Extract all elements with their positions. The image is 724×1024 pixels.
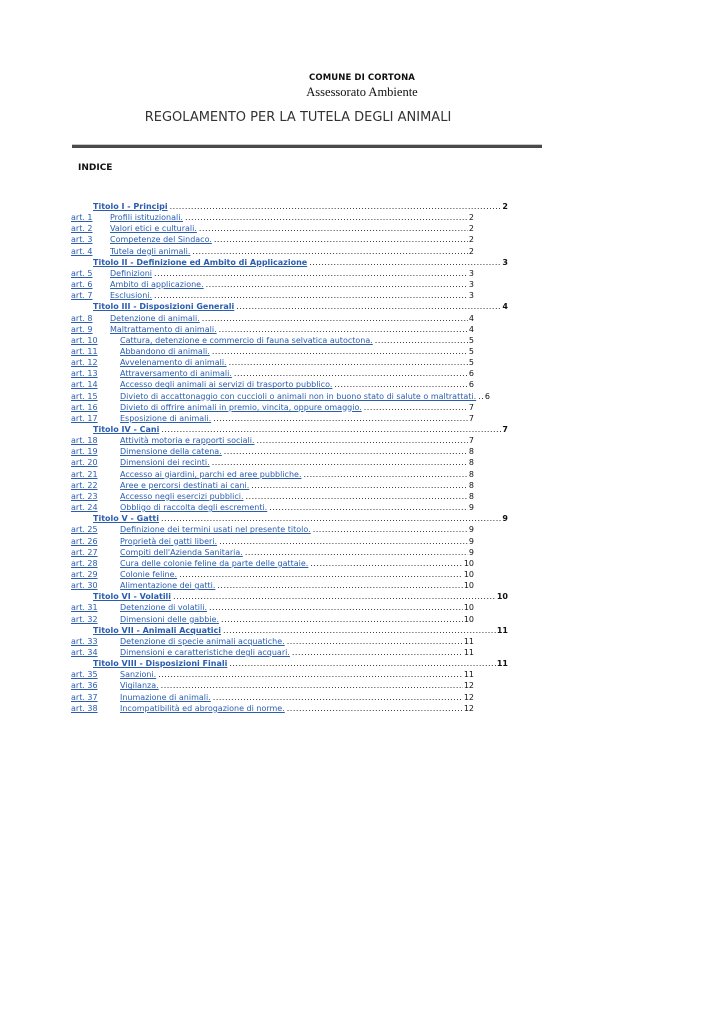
toc-article-row xyxy=(0,647,724,658)
toc-page-number: 4 xyxy=(468,313,474,323)
toc-titolo-link[interactable]: Titolo VIII - Disposizioni Finali xyxy=(93,659,228,669)
toc-article-row xyxy=(0,368,724,379)
toc-article-title-link[interactable]: Detenzione di volatili. xyxy=(120,603,208,613)
toc-article-row xyxy=(0,469,724,480)
toc-article-row xyxy=(0,536,724,547)
toc-dot-leader xyxy=(257,435,468,446)
toc-titolo-link[interactable]: Titolo I - Principi xyxy=(93,202,168,211)
toc-article-row xyxy=(0,669,724,680)
toc-article-number-link[interactable]: art. 5 xyxy=(71,268,93,278)
comune-heading: COMUNE DI CORTONA xyxy=(309,73,415,83)
toc-page-number: 10 xyxy=(463,614,474,624)
toc-page-number: 7 xyxy=(468,402,474,412)
toc-article-title-link[interactable]: Dimensioni dei recinti. xyxy=(120,458,210,468)
toc-article-row xyxy=(0,268,724,279)
toc-article-title-link[interactable]: Competenze del Sindaco. xyxy=(110,235,212,245)
toc-dot-leader xyxy=(229,658,496,669)
toc-dot-leader xyxy=(192,246,467,257)
toc-page-number: 12 xyxy=(463,692,474,702)
toc-page-number: 10 xyxy=(463,581,474,591)
toc-article-title-link[interactable]: Vigilanza. xyxy=(120,681,159,691)
toc-article-number-link[interactable]: art. 33 xyxy=(71,636,98,646)
toc-article-title-link[interactable]: Incompatibilità ed abrogazione di norme. xyxy=(120,703,285,713)
toc-article-number-link[interactable]: art. 7 xyxy=(71,291,93,301)
toc-article-number-link[interactable]: art. 1 xyxy=(71,213,93,223)
toc-dot-leader xyxy=(221,614,463,625)
toc-dot-leader xyxy=(212,457,468,468)
toc-titolo-link[interactable]: Titolo VI - Volatili xyxy=(93,592,172,602)
toc-article-number-link[interactable]: art. 4 xyxy=(71,246,93,256)
toc-article-row xyxy=(0,614,724,625)
toc-article-row xyxy=(0,391,724,402)
toc-article-title-link[interactable]: Esposizione di animali. xyxy=(120,413,212,423)
toc-article-row xyxy=(0,569,724,580)
toc-page-number: 12 xyxy=(463,681,474,691)
toc-dot-leader xyxy=(161,680,463,691)
toc-titolo-link[interactable]: Titolo IV - Cani xyxy=(93,425,160,434)
toc-article-row xyxy=(0,580,724,591)
toc-page-number: 12 xyxy=(463,703,474,713)
toc-article-row xyxy=(0,346,724,357)
toc-article-number-link[interactable]: art. 18 xyxy=(71,436,98,446)
toc-article-number-link[interactable]: art. 29 xyxy=(71,569,98,579)
toc-article-row xyxy=(0,636,724,647)
toc-article-row xyxy=(0,703,724,714)
toc-article-title-link[interactable]: Definizione dei termini usati nel presente titolo. xyxy=(120,525,311,535)
toc-article-row xyxy=(0,524,724,535)
toc-article-number-link[interactable]: art. 28 xyxy=(71,558,98,568)
toc-dot-leader xyxy=(229,357,468,368)
toc-article-title-link[interactable]: Dimensione della catena. xyxy=(120,447,222,457)
toc-titolo-link[interactable]: Titolo V - Gatti xyxy=(93,514,159,524)
toc-article-title-link[interactable]: Profili istituzionali. xyxy=(110,213,183,223)
toc-dot-leader xyxy=(173,591,496,602)
toc-article-row xyxy=(0,491,724,502)
toc-article-number-link[interactable]: art. 26 xyxy=(71,536,98,546)
toc-article-title-link[interactable]: Divieto di accattonaggio con cuccioli o animali non in buono stato di salute o maltrattati. xyxy=(120,391,477,401)
toc-dot-leader xyxy=(223,625,496,636)
toc-titolo-link[interactable]: Titolo II - Definizione ed Ambito di Applicazione xyxy=(93,257,308,267)
toc-article-row xyxy=(0,290,724,301)
toc-article-title-link[interactable]: Divieto di offrire animali in premio, vincita, oppure omaggio. xyxy=(120,402,362,412)
toc-article-number-link[interactable]: art. 24 xyxy=(71,503,98,513)
toc-page-number: 8 xyxy=(468,480,474,490)
toc-article-row xyxy=(0,435,724,446)
toc-page-number: 7 xyxy=(502,425,508,434)
toc-dot-leader xyxy=(364,402,468,413)
toc-article-title-link[interactable]: Accesso ai giardini, parchi ed aree pubbliche. xyxy=(120,469,302,479)
toc-article-row xyxy=(0,324,724,335)
toc-article-number-link[interactable]: art. 17 xyxy=(71,413,98,423)
toc-article-title-link[interactable]: Detenzione di specie animali acquatiche. xyxy=(120,636,285,646)
toc-dot-leader xyxy=(310,558,462,569)
toc-page-number: 11 xyxy=(496,659,508,669)
toc-dot-leader xyxy=(269,502,468,513)
toc-page-number: 9 xyxy=(468,536,474,546)
toc-article-number-link[interactable]: art. 12 xyxy=(71,358,98,368)
toc-dot-leader xyxy=(313,524,468,535)
toc-article-title-link[interactable]: Avvelenamento di animali. xyxy=(120,358,227,368)
toc-article-number-link[interactable]: art. 8 xyxy=(71,313,93,323)
toc-dot-leader xyxy=(214,234,468,245)
toc-article-title-link[interactable]: Compiti dell'Azienda Sanitaria. xyxy=(120,547,243,557)
toc-article-title-link[interactable]: Cura delle colonie feline da parte delle gattaie. xyxy=(120,558,309,568)
toc-dot-leader xyxy=(206,279,468,290)
toc-page-number: 3 xyxy=(502,257,508,267)
toc-article-number-link[interactable]: art. 35 xyxy=(71,670,98,680)
toc-dot-leader xyxy=(219,536,468,547)
toc-dot-leader xyxy=(213,692,463,703)
toc-page-number: 9 xyxy=(468,503,474,513)
toc-article-title-link[interactable]: Attraversamento di animali. xyxy=(120,369,232,379)
toc-titolo-row xyxy=(0,591,724,602)
toc-page-number: 9 xyxy=(468,525,474,535)
toc-article-title-link[interactable]: Cattura, detenzione e commercio di fauna selvatica autoctona. xyxy=(120,335,373,345)
toc-dot-leader xyxy=(161,424,501,435)
toc-dot-leader xyxy=(209,602,463,613)
toc-article-row xyxy=(0,692,724,703)
toc-dot-leader xyxy=(185,212,468,223)
toc-article-title-link[interactable]: Inumazione di animali. xyxy=(120,692,211,702)
toc-article-title-link[interactable]: Valori etici e culturali. xyxy=(110,224,197,234)
toc-article-title-link[interactable]: Proprietà dei gatti liberi. xyxy=(120,536,218,546)
toc-article-number-link[interactable]: art. 23 xyxy=(71,491,98,501)
toc-dot-leader xyxy=(287,703,463,714)
toc-article-title-link[interactable]: Definizioni xyxy=(110,268,153,278)
toc-article-row xyxy=(0,335,724,346)
toc-titolo-link[interactable]: Titolo III - Disposizioni Generali xyxy=(93,302,235,312)
toc-page-number: 7 xyxy=(468,436,474,446)
toc-article-row xyxy=(0,558,724,569)
toc-dot-leader xyxy=(375,335,468,346)
toc-page-number: 10 xyxy=(463,558,474,568)
toc-dot-leader xyxy=(245,547,468,558)
toc-dot-leader xyxy=(309,257,501,268)
toc-article-title-link[interactable]: Alimentazione dei gatti. xyxy=(120,581,216,591)
toc-article-number-link[interactable]: art. 11 xyxy=(71,346,98,356)
toc-page-number: 2 xyxy=(468,213,474,223)
toc-titolo-row xyxy=(0,201,724,212)
toc-page-number: 2 xyxy=(468,246,474,256)
toc-article-number-link[interactable]: art. 3 xyxy=(71,235,93,245)
toc-page-number: 5 xyxy=(468,358,474,368)
toc-article-row xyxy=(0,379,724,390)
toc-article-title-link[interactable]: Aree e percorsi destinati ai cani. xyxy=(120,480,250,490)
toc-page-number: 11 xyxy=(496,625,508,635)
toc-dot-leader xyxy=(161,513,501,524)
toc-dot-leader xyxy=(158,669,463,680)
toc-page-number: 10 xyxy=(496,592,508,602)
toc-article-title-link[interactable]: Sanzioni. xyxy=(120,670,157,680)
toc-titolo-row xyxy=(0,257,724,268)
toc-article-row xyxy=(0,279,724,290)
toc-page-number: 3 xyxy=(468,268,474,278)
toc-article-number-link[interactable]: art. 2 xyxy=(71,224,93,234)
toc-article-number-link[interactable]: art. 10 xyxy=(71,335,98,345)
toc-page-number: 4 xyxy=(468,324,474,334)
toc-article-number-link[interactable]: art. 15 xyxy=(71,391,98,401)
toc-dot-leader xyxy=(217,580,462,591)
toc-article-title-link[interactable]: Obbligo di raccolta degli escrementi. xyxy=(120,503,268,513)
toc-article-number-link[interactable]: art. 36 xyxy=(71,681,98,691)
toc-article-number-link[interactable]: art. 22 xyxy=(71,480,98,490)
toc-page-number: 7 xyxy=(468,413,474,423)
toc-article-title-link[interactable]: Dimensioni e caratteristiche degli acquari. xyxy=(120,648,290,657)
toc-dot-leader xyxy=(224,446,468,457)
toc-page-number: 6 xyxy=(468,369,474,379)
toc-page-number: 9 xyxy=(468,547,474,557)
toc-article-title-link[interactable]: Maltrattamento di animali. xyxy=(110,324,217,334)
toc-dot-leader xyxy=(251,480,468,491)
toc-page-number: 3 xyxy=(468,291,474,301)
toc-dot-leader xyxy=(287,636,463,647)
toc-article-row xyxy=(0,602,724,613)
toc-dot-leader xyxy=(219,324,468,335)
toc-dot-leader xyxy=(234,368,468,379)
toc-article-title-link[interactable]: Accesso degli animali ai servizi di trasporto pubblico. xyxy=(120,380,333,390)
toc-article-title-link[interactable]: Tutela degli animali. xyxy=(110,246,191,256)
toc-page-number: 11 xyxy=(463,636,474,646)
toc-page-number: 11 xyxy=(463,670,474,680)
toc-article-row xyxy=(0,246,724,257)
toc-article-title-link[interactable]: Ambito di applicazione. xyxy=(110,280,204,290)
toc-article-row xyxy=(0,413,724,424)
assessorato-heading: Assessorato Ambiente xyxy=(306,85,418,99)
toc-page-number: 9 xyxy=(502,514,508,524)
toc-article-row xyxy=(0,446,724,457)
toc-article-number-link[interactable]: art. 34 xyxy=(71,648,98,657)
toc-titolo-row xyxy=(0,424,724,435)
toc-article-number-link[interactable]: art. 6 xyxy=(71,280,93,290)
toc-article-number-link[interactable]: art. 14 xyxy=(71,380,98,390)
toc-page-number: 11 xyxy=(463,648,474,657)
toc-article-number-link[interactable]: art. 25 xyxy=(71,525,98,535)
toc-page-number: 10 xyxy=(463,603,474,613)
toc-dot-leader xyxy=(154,268,468,279)
toc-article-row xyxy=(0,502,724,513)
toc-article-number-link[interactable]: art. 37 xyxy=(71,692,98,702)
toc-dot-leader xyxy=(292,647,463,658)
toc-article-row xyxy=(0,313,724,324)
toc-article-number-link[interactable]: art. 20 xyxy=(71,458,98,468)
toc-page-number: 4 xyxy=(502,302,508,312)
toc-article-title-link[interactable]: Detenzione di animali. xyxy=(110,313,200,323)
toc-article-number-link[interactable]: art. 9 xyxy=(71,324,93,334)
toc-article-row xyxy=(0,480,724,491)
toc-dot-leader xyxy=(179,569,463,580)
toc-article-row xyxy=(0,223,724,234)
toc-dot-leader xyxy=(236,301,501,312)
toc-page-number: 8 xyxy=(468,491,474,501)
toc-article-number-link[interactable]: art. 21 xyxy=(71,469,98,479)
toc-titolo-row xyxy=(0,301,724,312)
toc-dot-leader xyxy=(170,201,502,212)
toc-article-number-link[interactable]: art. 31 xyxy=(71,603,98,613)
toc-titolo-row xyxy=(0,625,724,636)
toc-page-number: 3 xyxy=(468,280,474,290)
toc-dot-leader xyxy=(154,290,468,301)
toc-titolo-row xyxy=(0,658,724,669)
toc-dot-leader xyxy=(213,413,468,424)
toc-article-row xyxy=(0,357,724,368)
toc-page-number: 10 xyxy=(463,569,474,579)
toc-article-title-link[interactable]: Abbandono di animali. xyxy=(120,346,210,356)
toc-article-title-link[interactable]: Colonie feline. xyxy=(120,569,178,579)
toc-article-number-link[interactable]: art. 16 xyxy=(71,402,98,412)
toc-article-title-link[interactable]: Attività motoria e rapporti sociali. xyxy=(120,436,255,446)
toc-page-number: 8 xyxy=(468,447,474,457)
toc-article-row xyxy=(0,234,724,245)
toc-titolo-row xyxy=(0,513,724,524)
toc-article-number-link[interactable]: art. 30 xyxy=(71,581,98,591)
toc-page-number: 6 xyxy=(468,380,474,390)
toc-page-number: 8 xyxy=(468,458,474,468)
toc-article-row xyxy=(0,402,724,413)
toc-page-number: 6 xyxy=(484,391,490,401)
toc-article-number-link[interactable]: art. 19 xyxy=(71,447,98,457)
toc-article-row xyxy=(0,212,724,223)
toc-article-number-link[interactable]: art. 38 xyxy=(71,703,98,713)
toc-article-number-link[interactable]: art. 32 xyxy=(71,614,98,624)
toc-titolo-link[interactable]: Titolo VII - Animali Acquatici xyxy=(93,625,222,635)
header-divider xyxy=(72,144,542,148)
toc-article-title-link[interactable]: Esclusioni. xyxy=(110,291,153,301)
toc-article-row xyxy=(0,547,724,558)
toc-article-title-link[interactable]: Dimensioni delle gabbie. xyxy=(120,614,220,624)
document-title-text: REGOLAMENTO PER LA TUTELA DEGLI ANIMALI xyxy=(144,110,452,125)
toc-article-row xyxy=(0,457,724,468)
toc-dot-leader xyxy=(303,469,467,480)
toc-dot-leader xyxy=(212,346,468,357)
toc-dot-leader xyxy=(199,223,468,234)
toc-page-number: 8 xyxy=(468,469,474,479)
toc-dot-leader xyxy=(246,491,468,502)
document-title xyxy=(0,110,596,125)
toc-dot-leader xyxy=(334,379,468,390)
toc-page-number: 5 xyxy=(468,346,474,356)
toc-page-number: 2 xyxy=(502,202,508,211)
toc-article-number-link[interactable]: art. 27 xyxy=(71,547,98,557)
toc-article-title-link[interactable]: Accesso negli esercizi pubblici. xyxy=(120,491,244,501)
toc-page-number: 2 xyxy=(468,235,474,245)
toc-dot-leader xyxy=(202,313,468,324)
toc-article-row xyxy=(0,680,724,691)
toc-page-number: 5 xyxy=(468,335,474,345)
indice-heading: INDICE xyxy=(78,163,113,173)
toc-article-number-link[interactable]: art. 13 xyxy=(71,369,98,379)
toc-page-number: 2 xyxy=(468,224,474,234)
